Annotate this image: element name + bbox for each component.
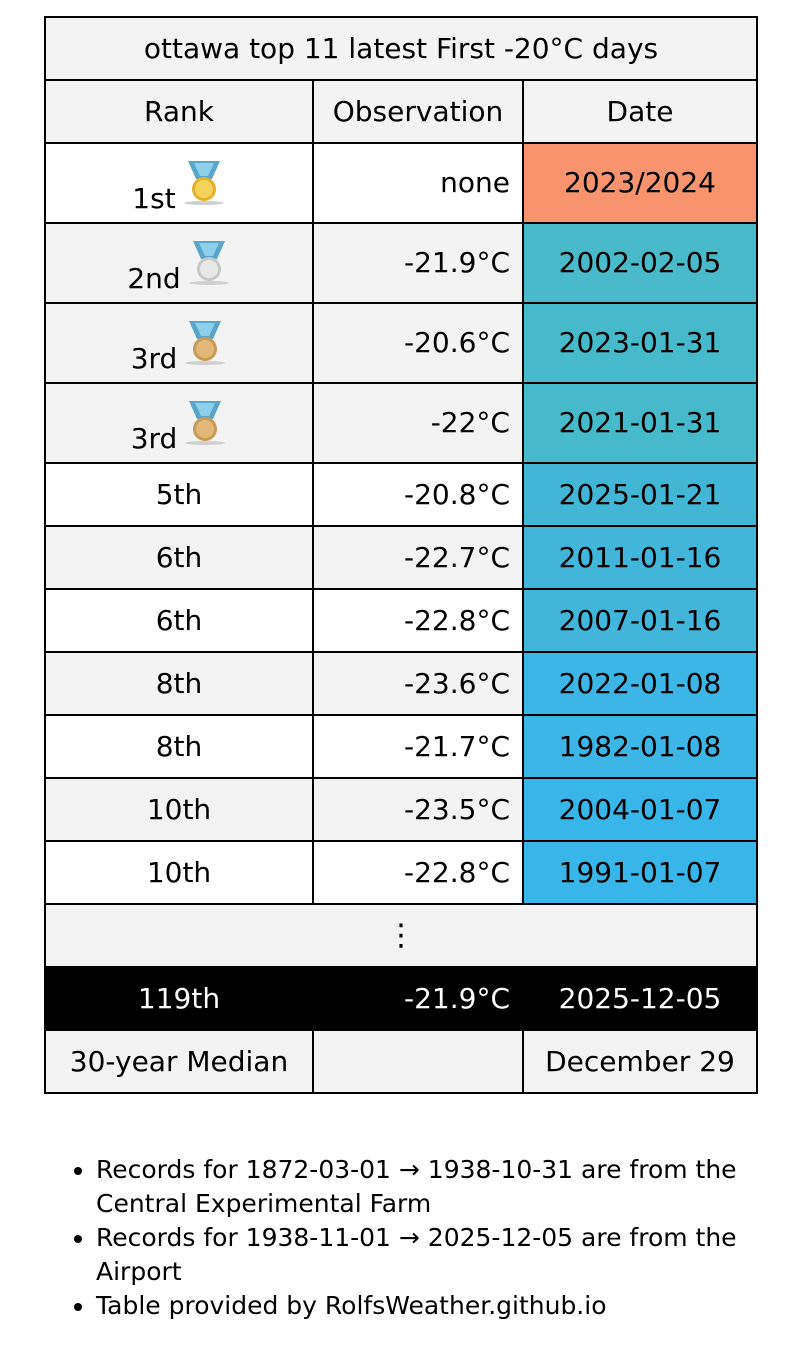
- date-cell: 2007-01-16: [523, 589, 757, 652]
- table-row: [45, 652, 757, 715]
- rank-cell: 10th: [45, 778, 313, 841]
- current-date: 2025-12-05: [523, 967, 757, 1030]
- rank-cell: 8th: [45, 652, 313, 715]
- observation-cell: -20.6°C: [313, 303, 523, 383]
- observation-cell: -23.6°C: [313, 652, 523, 715]
- rank-cell: [45, 383, 313, 463]
- rank-label: 3rd: [130, 422, 178, 455]
- note-item: • Records for 1938-11-01 → 2025-12-05 are from the Airport: [96, 1221, 800, 1289]
- notes-list: [48, 1153, 800, 1323]
- table-row: [45, 715, 757, 778]
- note-item: • Records for 1872-03-01 → 1938-10-31 are from the Central Experimental Farm: [96, 1153, 800, 1221]
- silver-medal-icon: [187, 239, 231, 287]
- date-cell: 2021-01-31: [523, 383, 757, 463]
- table-row: [45, 463, 757, 526]
- observation-cell: -22°C: [313, 383, 523, 463]
- rank-cell: [45, 303, 313, 383]
- median-date: December 29: [523, 1030, 757, 1093]
- rank-header: Rank: [45, 80, 313, 143]
- date-cell: 2023-01-31: [523, 303, 757, 383]
- current-row: [45, 967, 757, 1030]
- date-cell: 2023/2024: [523, 143, 757, 223]
- current-observation: -21.9°C: [313, 967, 523, 1030]
- date-cell: 1991-01-07: [523, 841, 757, 904]
- bronze-medal-icon: [183, 399, 227, 447]
- date-cell: 2004-01-07: [523, 778, 757, 841]
- table-row: [45, 303, 757, 383]
- observation-cell: -22.7°C: [313, 526, 523, 589]
- rank-label: 2nd: [127, 262, 181, 295]
- ellipsis-cell: ⋮: [45, 904, 757, 967]
- table-row: [45, 589, 757, 652]
- note-item: • Table provided by RolfsWeather.github.io: [96, 1289, 800, 1323]
- table-row: [45, 778, 757, 841]
- header-row: [45, 80, 757, 143]
- median-row: [45, 1030, 757, 1093]
- gold-medal-icon: [182, 159, 226, 207]
- current-rank: 119th: [45, 967, 313, 1030]
- table-row: [45, 143, 757, 223]
- rank-cell: 6th: [45, 526, 313, 589]
- table-body: [45, 143, 757, 1093]
- observation-cell: -21.9°C: [313, 223, 523, 303]
- observation-cell: -21.7°C: [313, 715, 523, 778]
- table-row: [45, 841, 757, 904]
- observation-header: Observation: [313, 80, 523, 143]
- date-cell: 1982-01-08: [523, 715, 757, 778]
- date-cell: 2025-01-21: [523, 463, 757, 526]
- rank-cell: 10th: [45, 841, 313, 904]
- rank-label: 1st: [132, 182, 176, 215]
- median-observation: [313, 1030, 523, 1093]
- table-row: [45, 526, 757, 589]
- date-cell: 2002-02-05: [523, 223, 757, 303]
- rank-cell: 8th: [45, 715, 313, 778]
- date-cell: 2011-01-16: [523, 526, 757, 589]
- table-title: ottawa top 11 latest First -20°C days: [45, 17, 757, 80]
- table-row: [45, 223, 757, 303]
- rank-cell: [45, 143, 313, 223]
- date-header: Date: [523, 80, 757, 143]
- table-row: [45, 383, 757, 463]
- title-row: [45, 17, 757, 80]
- date-cell: 2022-01-08: [523, 652, 757, 715]
- observation-cell: -20.8°C: [313, 463, 523, 526]
- records-table: [44, 16, 758, 1094]
- rank-cell: 5th: [45, 463, 313, 526]
- observation-cell: none: [313, 143, 523, 223]
- observation-cell: -22.8°C: [313, 589, 523, 652]
- bronze-medal-icon: [183, 319, 227, 367]
- rank-label: 3rd: [130, 342, 178, 375]
- ellipsis-row: [45, 904, 757, 967]
- observation-cell: -23.5°C: [313, 778, 523, 841]
- observation-cell: -22.8°C: [313, 841, 523, 904]
- rank-cell: 6th: [45, 589, 313, 652]
- rank-cell: [45, 223, 313, 303]
- median-label: 30-year Median: [45, 1030, 313, 1093]
